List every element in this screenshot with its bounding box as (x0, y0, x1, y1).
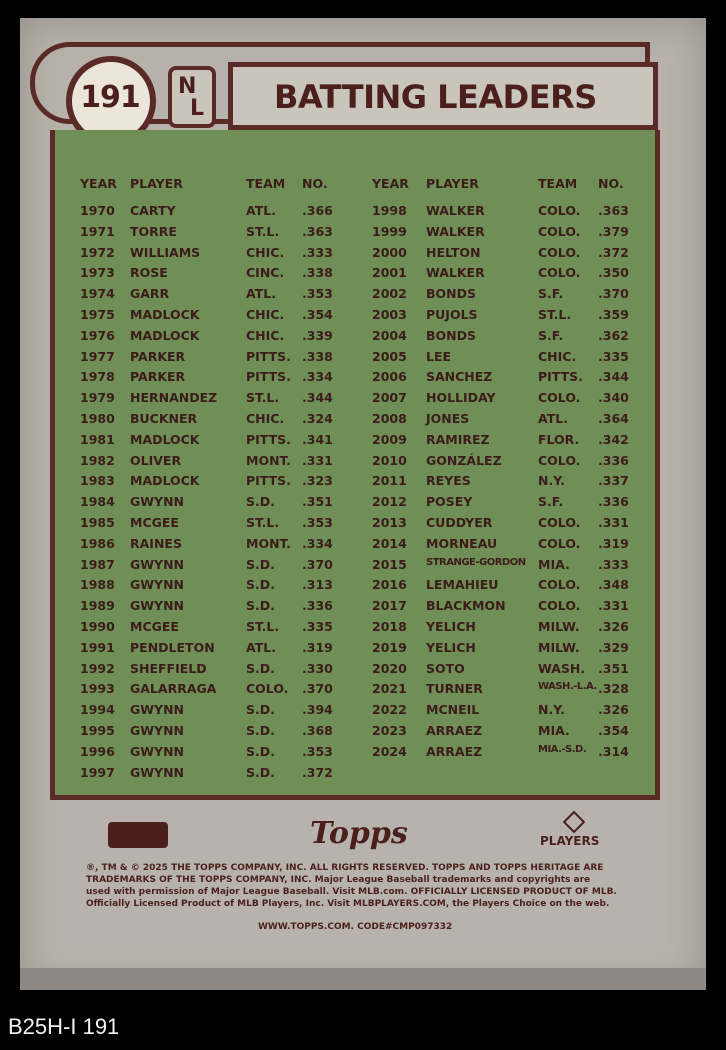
year-cell: 2008 (372, 410, 407, 426)
avg-cell: .359 (598, 306, 629, 322)
avg-cell: .351 (302, 494, 333, 510)
avg-cell: .333 (302, 244, 333, 260)
year-cell: 2024 (372, 743, 407, 759)
player-cell: GWYNN (130, 764, 185, 780)
team-cell: CHIC. (538, 348, 577, 364)
avg-cell: .335 (302, 618, 333, 634)
avg-cell: .366 (302, 203, 333, 218)
player-cell: MCGEE (130, 514, 179, 530)
header-team: TEAM (538, 176, 578, 191)
team-cell: S.D. (246, 722, 275, 738)
team-cell: ATL. (246, 639, 276, 655)
year-cell: 1992 (80, 660, 115, 676)
year-cell: 2010 (372, 452, 407, 468)
player-cell: RAINES (130, 535, 182, 551)
team-cell: S.F. (538, 327, 564, 343)
team-cell: WASH.-L.A. (538, 681, 597, 693)
avg-cell: .339 (302, 327, 333, 343)
player-cell: YELICH (426, 639, 476, 655)
avg-cell: .334 (302, 535, 333, 551)
player-cell: BLACKMON (426, 598, 506, 614)
year-cell: 1995 (80, 722, 115, 738)
player-cell: TORRE (130, 223, 177, 239)
avg-cell: .331 (598, 514, 629, 530)
player-cell: MORNEAU (426, 535, 498, 551)
team-cell: CHIC. (246, 244, 285, 260)
year-cell: 2001 (372, 265, 407, 281)
topps-url-code: WWW.TOPPS.COM. CODE#CMP097332 (258, 922, 453, 932)
year-cell: 1979 (80, 390, 115, 406)
avg-cell: .364 (598, 410, 629, 426)
player-cell: ROSE (130, 265, 168, 281)
player-cell: PENDLETON (130, 639, 215, 655)
team-cell: PITTS. (246, 473, 291, 489)
team-cell: S.D. (246, 702, 275, 718)
avg-cell: .344 (598, 369, 629, 385)
player-cell: GARR (130, 286, 170, 302)
team-cell: S.D. (246, 764, 275, 780)
year-cell: 1981 (80, 431, 115, 447)
team-cell: N.Y. (538, 702, 565, 718)
year-cell: 2022 (372, 702, 407, 718)
player-cell: ARRAEZ (426, 743, 483, 759)
player-cell: WALKER (426, 265, 485, 281)
player-cell: MADLOCK (130, 306, 200, 322)
player-cell: JONES (426, 410, 470, 426)
team-cell: COLO. (538, 577, 581, 593)
player-cell: POSEY (426, 494, 473, 510)
avg-cell: .326 (598, 702, 629, 718)
year-cell: 1973 (80, 265, 115, 281)
avg-cell: .329 (598, 639, 629, 655)
team-cell: COLO. (538, 244, 581, 260)
player-cell: STRANGE-GORDON (426, 556, 526, 568)
players-logo: PLAYERS (540, 834, 600, 848)
player-cell: PARKER (130, 348, 186, 364)
team-cell: MIA. (538, 722, 570, 738)
avg-cell: .362 (598, 327, 629, 343)
national-league-logo (168, 66, 216, 128)
player-cell: WALKER (426, 223, 485, 239)
team-cell: PITTS. (246, 348, 291, 364)
team-cell: MONT. (246, 535, 291, 551)
year-cell: 1984 (80, 494, 115, 510)
player-cell: SANCHEZ (426, 369, 493, 385)
avg-cell: .337 (598, 473, 629, 489)
year-cell: 1974 (80, 286, 115, 302)
team-cell: ST.L. (246, 223, 280, 239)
avg-cell: .353 (302, 514, 333, 530)
team-cell: MIA.-S.D. (538, 743, 587, 755)
team-cell: CHIC. (246, 410, 285, 426)
avg-cell: .363 (598, 203, 629, 218)
year-cell: 2017 (372, 598, 407, 614)
avg-cell: .336 (598, 452, 629, 468)
player-cell: HERNANDEZ (130, 390, 218, 406)
avg-cell: .350 (598, 265, 629, 281)
avg-cell: .335 (598, 348, 629, 364)
player-cell: GWYNN (130, 494, 185, 510)
avg-cell: .353 (302, 286, 333, 302)
year-cell: 1993 (80, 681, 115, 697)
player-cell: CARTY (130, 203, 176, 218)
player-cell: MADLOCK (130, 327, 200, 343)
player-cell: MCNEIL (426, 702, 480, 718)
year-cell: 2012 (372, 494, 407, 510)
avg-cell: .363 (302, 223, 333, 239)
player-cell: GONZÁLEZ (426, 452, 502, 468)
year-cell: 2015 (372, 556, 407, 572)
avg-cell: .348 (598, 577, 629, 593)
avg-cell: .330 (302, 660, 333, 676)
year-cell: 2016 (372, 577, 407, 593)
avg-cell: .324 (302, 410, 333, 426)
avg-cell: .372 (598, 244, 629, 260)
player-cell: LEE (426, 348, 452, 364)
avg-cell: .334 (302, 369, 333, 385)
team-cell: S.D. (246, 494, 275, 510)
year-cell: 1972 (80, 244, 115, 260)
player-cell: GWYNN (130, 556, 185, 572)
year-cell: 2005 (372, 348, 407, 364)
year-cell: 1982 (80, 452, 115, 468)
card-number: 191 (80, 80, 140, 115)
avg-cell: .368 (302, 722, 333, 738)
player-cell: PUJOLS (426, 306, 478, 322)
year-cell: 1986 (80, 535, 115, 551)
year-cell: 1994 (80, 702, 115, 718)
avg-cell: .328 (598, 681, 629, 697)
player-cell: LEMAHIEU (426, 577, 499, 593)
year-cell: 1980 (80, 410, 115, 426)
avg-cell: .338 (302, 265, 333, 281)
team-cell: S.F. (538, 494, 564, 510)
avg-cell: .370 (302, 556, 333, 572)
avg-cell: .333 (598, 556, 629, 572)
team-cell: S.D. (246, 577, 275, 593)
year-cell: 1987 (80, 556, 115, 572)
team-cell: ST.L. (246, 618, 280, 634)
avg-cell: .341 (302, 431, 333, 447)
year-cell: 1996 (80, 743, 115, 759)
nl-letter-n: N (178, 74, 197, 99)
player-cell: CUDDYER (426, 514, 493, 530)
header-year: YEAR (80, 176, 117, 191)
player-cell: RAMIREZ (426, 431, 490, 447)
team-cell: COLO. (538, 535, 581, 551)
year-cell: 2006 (372, 369, 407, 385)
legal-line: Officially Licensed Product of MLB Players, Inc. Visit MLBPLAYERS.COM, the Players Choice on the web. (86, 899, 610, 909)
avg-cell: .336 (302, 598, 333, 614)
player-cell: PARKER (130, 369, 186, 385)
player-cell: YELICH (426, 618, 476, 634)
legal-line: ®, TM & © 2025 THE TOPPS COMPANY, INC. ALL RIGHTS RESERVED. TOPPS AND TOPPS HERITAGE ARE (86, 863, 604, 873)
team-cell: S.D. (246, 556, 275, 572)
team-cell: ST.L. (538, 306, 572, 322)
player-cell: ARRAEZ (426, 722, 483, 738)
player-cell: MADLOCK (130, 473, 200, 489)
year-cell: 1989 (80, 598, 115, 614)
avg-cell: .331 (302, 452, 333, 468)
player-cell: GWYNN (130, 598, 185, 614)
player-cell: BONDS (426, 286, 476, 302)
player-cell: GWYNN (130, 743, 185, 759)
team-cell: COLO. (538, 265, 581, 281)
year-cell: 1971 (80, 223, 115, 239)
year-cell: 2013 (372, 514, 407, 530)
player-cell: OLIVER (130, 452, 182, 468)
topps-logo: Topps (310, 816, 408, 851)
year-cell: 1988 (80, 577, 115, 593)
header-year: YEAR (372, 176, 409, 191)
avg-cell: .323 (302, 473, 333, 489)
year-cell: 1991 (80, 639, 115, 655)
year-cell: 2018 (372, 618, 407, 634)
avg-cell: .370 (598, 286, 629, 302)
card-title: BATTING LEADERS (274, 78, 597, 116)
team-cell: S.F. (538, 286, 564, 302)
player-cell: HELTON (426, 244, 481, 260)
card-bottom-edge (20, 968, 706, 990)
team-cell: COLO. (538, 390, 581, 406)
year-cell: 1999 (372, 223, 407, 239)
team-cell: N.Y. (538, 473, 565, 489)
player-cell: GWYNN (130, 702, 185, 718)
avg-cell: .372 (302, 764, 333, 780)
year-cell: 1970 (80, 203, 115, 218)
year-cell: 2011 (372, 473, 407, 489)
avg-cell: .331 (598, 598, 629, 614)
avg-cell: .340 (598, 390, 629, 406)
avg-cell: .379 (598, 223, 629, 239)
player-cell: REYES (426, 473, 471, 489)
avg-cell: .344 (302, 390, 333, 406)
year-cell: 1997 (80, 764, 115, 780)
team-cell: ATL. (538, 410, 568, 426)
team-cell: FLOR. (538, 431, 580, 447)
year-cell: 1985 (80, 514, 115, 530)
player-cell: BONDS (426, 327, 476, 343)
legal-text (86, 862, 646, 910)
avg-cell: .354 (598, 722, 629, 738)
header-player: PLAYER (130, 176, 183, 191)
player-cell: GALARRAGA (130, 681, 217, 697)
team-cell: ST.L. (246, 390, 280, 406)
team-cell: CINC. (246, 265, 285, 281)
year-cell: 2007 (372, 390, 407, 406)
avg-cell: .319 (302, 639, 333, 655)
team-cell: COLO. (538, 514, 581, 530)
player-cell: GWYNN (130, 722, 185, 738)
team-cell: WASH. (538, 660, 586, 676)
avg-cell: .319 (598, 535, 629, 551)
year-cell: 2014 (372, 535, 407, 551)
avg-cell: .336 (598, 494, 629, 510)
team-cell: COLO. (538, 223, 581, 239)
team-cell: ST.L. (246, 514, 280, 530)
avg-cell: .342 (598, 431, 629, 447)
year-cell: 2023 (372, 722, 407, 738)
year-cell: 2019 (372, 639, 407, 655)
team-cell: COLO. (538, 598, 581, 614)
year-cell: 2021 (372, 681, 407, 697)
team-cell: COLO. (538, 203, 581, 218)
year-cell: 1990 (80, 618, 115, 634)
team-cell: MONT. (246, 452, 291, 468)
team-cell: PITTS. (246, 369, 291, 385)
player-cell: BUCKNER (130, 410, 198, 426)
team-cell: S.D. (246, 660, 275, 676)
header-player: PLAYER (426, 176, 479, 191)
year-cell: 2020 (372, 660, 407, 676)
header-no: NO. (598, 176, 624, 191)
team-cell: PITTS. (538, 369, 583, 385)
avg-cell: .314 (598, 743, 629, 759)
team-cell: MILW. (538, 618, 580, 634)
avg-cell: .353 (302, 743, 333, 759)
year-cell: 2003 (372, 306, 407, 322)
player-cell: MCGEE (130, 618, 179, 634)
team-cell: MILW. (538, 639, 580, 655)
team-cell: CHIC. (246, 306, 285, 322)
header-team: TEAM (246, 176, 286, 191)
legal-line: used with permission of Major League Baseball. Visit MLB.com. OFFICIALLY LICENSED PRODUCT OF MLB. (86, 887, 617, 897)
player-cell: WALKER (426, 203, 485, 218)
avg-cell: .394 (302, 702, 333, 718)
player-cell: MADLOCK (130, 431, 200, 447)
avg-cell: .351 (598, 660, 629, 676)
header-no: NO. (302, 176, 328, 191)
avg-cell: .354 (302, 306, 333, 322)
year-cell: 2009 (372, 431, 407, 447)
card-id-label: B25H-I 191 (8, 1014, 120, 1039)
team-cell: COLO. (246, 681, 289, 697)
team-cell: COLO. (538, 452, 581, 468)
player-cell: WILLIAMS (130, 244, 201, 260)
player-cell: HOLLIDAY (426, 390, 496, 406)
team-cell: MIA. (538, 556, 570, 572)
team-cell: PITTS. (246, 431, 291, 447)
year-cell: 1978 (80, 369, 115, 385)
year-cell: 2000 (372, 244, 407, 260)
team-cell: S.D. (246, 743, 275, 759)
year-cell: 1998 (372, 203, 407, 218)
year-cell: 2002 (372, 286, 407, 302)
avg-cell: .326 (598, 618, 629, 634)
player-cell: GWYNN (130, 577, 185, 593)
team-cell: S.D. (246, 598, 275, 614)
avg-cell: .338 (302, 348, 333, 364)
year-cell: 2004 (372, 327, 407, 343)
player-cell: SOTO (426, 660, 465, 676)
mlb-logo-icon (108, 822, 168, 848)
team-cell: ATL. (246, 203, 276, 218)
player-cell: SHEFFIELD (130, 660, 207, 676)
year-cell: 1977 (80, 348, 115, 364)
year-cell: 1983 (80, 473, 115, 489)
player-cell: TURNER (426, 681, 483, 697)
legal-line: TRADEMARKS OF THE TOPPS COMPANY, INC. Major League Baseball trademarks and copyrights are (86, 875, 591, 885)
avg-cell: .313 (302, 577, 333, 593)
year-cell: 1976 (80, 327, 115, 343)
year-cell: 1975 (80, 306, 115, 322)
avg-cell: .370 (302, 681, 333, 697)
team-cell: ATL. (246, 286, 276, 302)
nl-letter-l: L (190, 96, 205, 121)
team-cell: CHIC. (246, 327, 285, 343)
